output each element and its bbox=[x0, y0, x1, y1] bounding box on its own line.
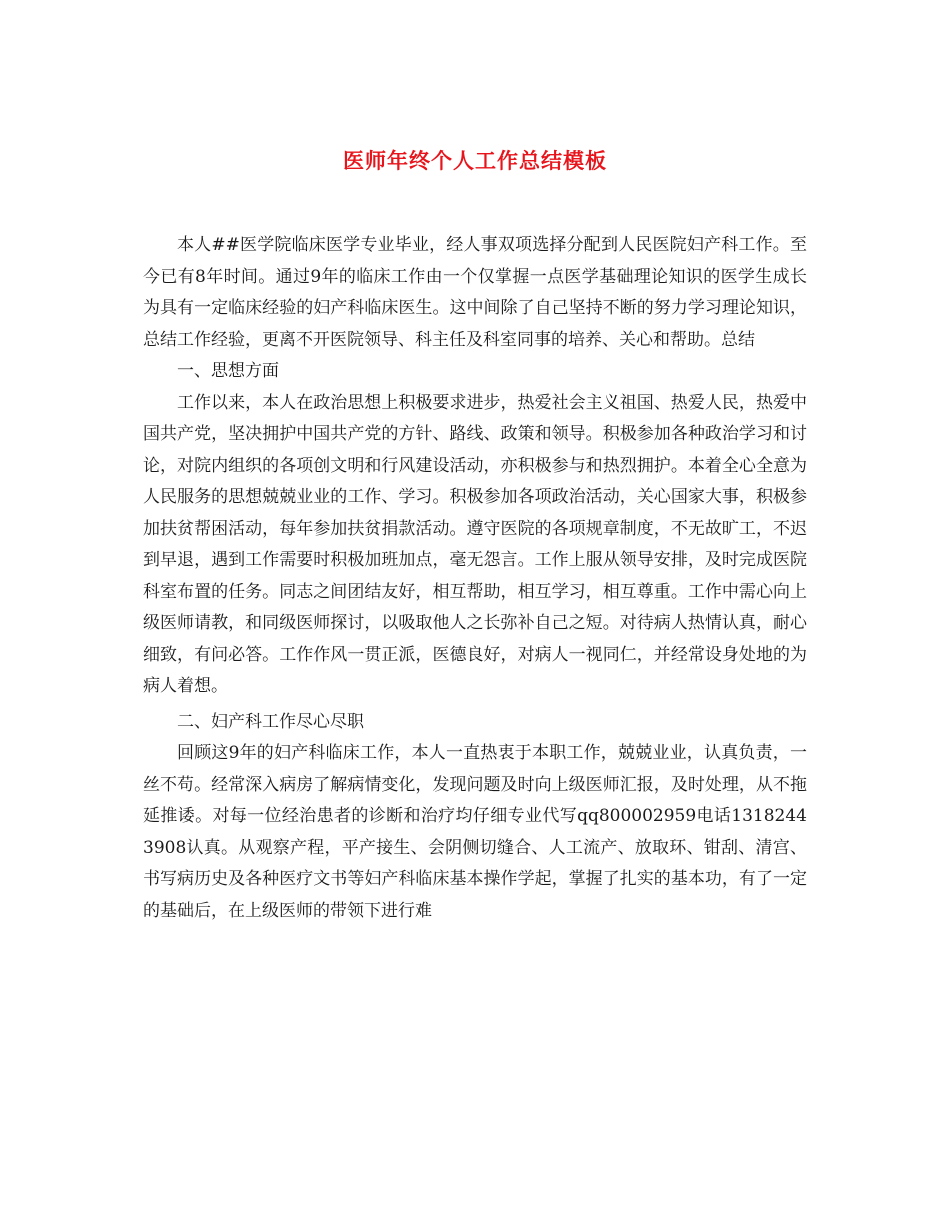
document-title: 医师年终个人工作总结模板 bbox=[343, 148, 607, 173]
document-body bbox=[143, 230, 807, 927]
paragraph-gynecology: 回顾这9年的妇产科临床工作，本人一直热衷于本职工作，兢兢业业，认真负责，一丝不苟。经常深入病房了解病情变化，发现问题及时向上级医师汇报，及时处理，从不拖延推诿。对每一位经治患者的诊断和治疗均仔细专业代写qq800002959电话13182443908认真。从观察产程，平产接生、会阴侧切缝合、人工流产、放取环、钳刮、清宫、书写病历史及各种医疗文书等妇产科临床基本操作学起，掌握了扎实的基本功，有了一定的基础后，在上级医师的带领下进行难 bbox=[143, 743, 807, 921]
section-heading-gynecology: 二、妇产科工作尽心尽职 bbox=[177, 711, 364, 732]
paragraph-intro: 本人##医学院临床医学专业毕业，经人事双项选择分配到人民医院妇产科工作。至今已有8年时间。通过9年的临床工作由一个仅掌握一点医学基础理论知识的医学生成长为具有一定临床经验的妇产科临床医生。这中间除了自己坚持不断的努力学习理论知识，总结工作经验，更离不开医院领导、科主任及科室同事的培养、关心和帮助。总结 bbox=[143, 235, 807, 350]
paragraph-ideology: 工作以来，本人在政治思想上积极要求进步，热爱社会主义祖国、热爱人民，热爱中国共产党，坚决拥护中国共产党的方针、路线、政策和领导。积极参加各种政治学习和讨论，对院内组织的各项创文明和行风建设活动，亦积极参与和热烈拥护。本着全心全意为人民服务的思想兢兢业业的工作、学习。积极参加各项政治活动，关心国家大事，积极参加扶贫帮困活动，每年参加扶贫捐款活动。遵守医院的各项规章制度，不无故旷工，不迟到早退，遇到工作需要时积极加班加点，毫无怨言。工作上服从领导安排，及时完成医院科室布置的任务。同志之间团结友好，相互帮助，相互学习，相互尊重。工作中需心向上级医师请教，和同级医师探讨，以吸取他人之长弥补自己之短。对待病人热情认真，耐心细致，有问必答。工作作风一贯正派，医德良好，对病人一视同仁，并经常设身处地的为病人着想。 bbox=[143, 392, 807, 696]
section-heading-ideology: 一、思想方面 bbox=[177, 361, 279, 381]
